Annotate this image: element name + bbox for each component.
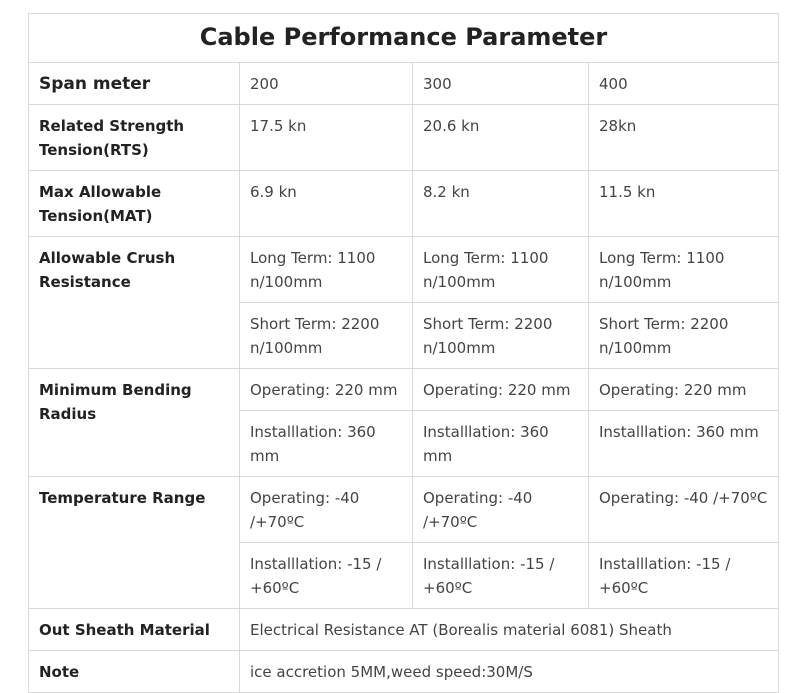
row-label-temperature: Temperature Range <box>29 477 240 609</box>
cell-rts-200: 17.5 kn <box>240 105 413 171</box>
cell-crush-long-400: Long Term: 1100 n/100mm <box>589 237 779 303</box>
cable-performance-table <box>28 13 779 693</box>
cell-mat-300: 8.2 kn <box>413 171 589 237</box>
cell-bending-inst-400: Installlation: 360 mm <box>589 411 779 477</box>
table-row-span <box>29 63 779 105</box>
cell-temp-inst-400: Installlation: -15 / +60ºC <box>589 543 779 609</box>
title-row <box>29 14 779 63</box>
cell-temp-op-200: Operating: -40 /+70ºC <box>240 477 413 543</box>
table-row-rts <box>29 105 779 171</box>
cell-rts-400: 28kn <box>589 105 779 171</box>
cell-bending-op-200: Operating: 220 mm <box>240 369 413 411</box>
cell-crush-long-300: Long Term: 1100 n/100mm <box>413 237 589 303</box>
cell-span-400: 400 <box>589 63 779 105</box>
cell-span-300: 300 <box>413 63 589 105</box>
row-label-bending: Minimum Bending Radius <box>29 369 240 477</box>
table-row-crush-long <box>29 237 779 303</box>
row-label-note: Note <box>29 651 240 693</box>
row-label-rts: Related Strength Tension(RTS) <box>29 105 240 171</box>
cell-mat-400: 11.5 kn <box>589 171 779 237</box>
cell-crush-long-200: Long Term: 1100 n/100mm <box>240 237 413 303</box>
cell-bending-inst-300: Installlation: 360 mm <box>413 411 589 477</box>
cell-sheath-value: Electrical Resistance AT (Borealis material 6081) Sheath <box>240 609 779 651</box>
row-label-sheath: Out Sheath Material <box>29 609 240 651</box>
table-row-mat <box>29 171 779 237</box>
table-row-note <box>29 651 779 693</box>
parameter-table-container <box>28 13 779 693</box>
table-row-temperature-operating <box>29 477 779 543</box>
cell-mat-200: 6.9 kn <box>240 171 413 237</box>
cell-temp-op-300: Operating: -40 /+70ºC <box>413 477 589 543</box>
table-row-bending-operating <box>29 369 779 411</box>
cell-span-200: 200 <box>240 63 413 105</box>
cell-bending-op-300: Operating: 220 mm <box>413 369 589 411</box>
cell-bending-op-400: Operating: 220 mm <box>589 369 779 411</box>
cell-rts-300: 20.6 kn <box>413 105 589 171</box>
row-label-crush: Allowable Crush Resistance <box>29 237 240 369</box>
cell-temp-op-400: Operating: -40 /+70ºC <box>589 477 779 543</box>
cell-temp-inst-300: Installlation: -15 / +60ºC <box>413 543 589 609</box>
cell-crush-short-200: Short Term: 2200 n/100mm <box>240 303 413 369</box>
cell-temp-inst-200: Installlation: -15 / +60ºC <box>240 543 413 609</box>
cell-bending-inst-200: Installlation: 360 mm <box>240 411 413 477</box>
cell-crush-short-400: Short Term: 2200 n/100mm <box>589 303 779 369</box>
cell-note-value: ice accretion 5MM,weed speed:30M/S <box>240 651 779 693</box>
row-label-span: Span meter <box>29 63 240 105</box>
table-title: Cable Performance Parameter <box>29 14 779 63</box>
row-label-mat: Max Allowable Tension(MAT) <box>29 171 240 237</box>
cell-crush-short-300: Short Term: 2200 n/100mm <box>413 303 589 369</box>
